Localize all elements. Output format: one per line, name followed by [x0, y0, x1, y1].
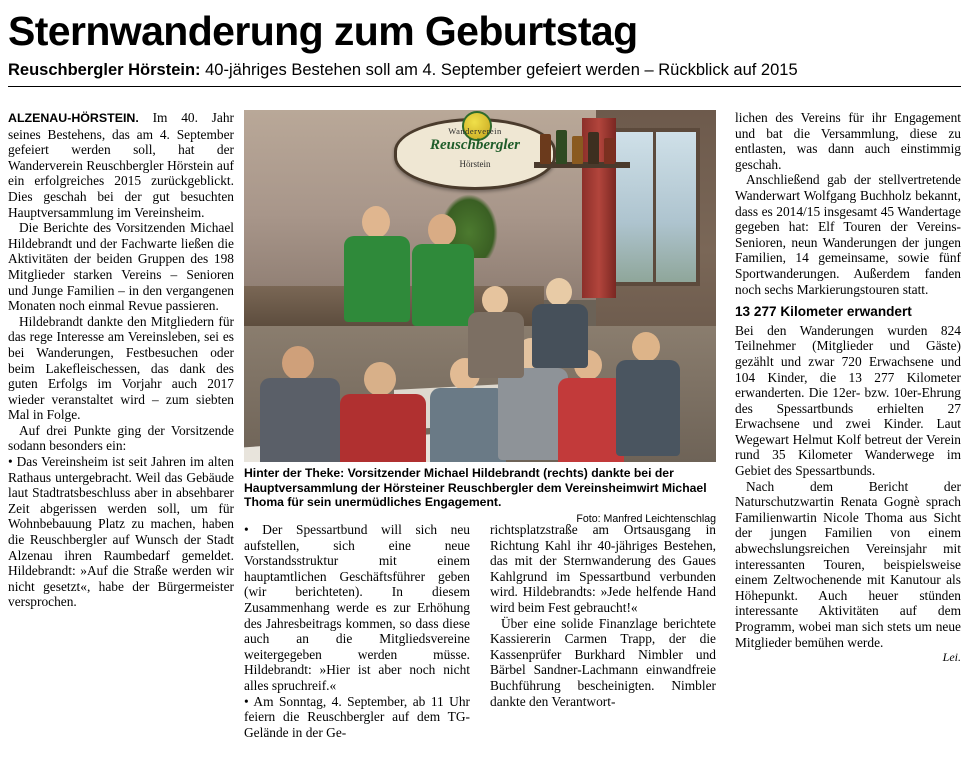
- author-signature: Lei.: [942, 650, 961, 665]
- photo-block: [244, 110, 716, 526]
- column3-para-1: richtsplatzstraße am Ortsausgang in Richtung Kahl ihr 40-jähriges Bestehen, das mit der Sternwanderung des Gaues Kahlgrund im Spessartbund verbunden wird. Hildebrandts: »Jede helfende Hand wird beim Fest gebraucht!«: [490, 522, 716, 615]
- article-photo: [244, 110, 716, 462]
- photo-credit: Foto: Manfred Leichtenschlag: [576, 512, 716, 525]
- column1-para-2: Die Berichte des Vorsitzenden Michael Hildebrandt und der Fachwarte ließen die Aktivitäten der beiden Gruppen des 198 Mitglieder starken Vereins – Senioren und Junge Familien – in den vergangenen Monaten noch einmal Revue passieren.: [8, 220, 234, 314]
- column2-para-1: • Der Spessartbund will sich neu aufstellen, sich eine neue Vorstandsstruktur mit einem hauptamtlichen Geschäftsführer geben (wir berichteten). In diesem Zusammenhang werde es zur Erhöhung des Jahresbeitrags kommen, so dass diese auch an die Mitgliedsvereine weitergegeben werden müsse. Hildebrandt: »Hier ist aber noch nicht alles spruchreif.«: [244, 522, 470, 693]
- photo-person-body: [616, 360, 680, 456]
- photo-window: [606, 128, 700, 286]
- header-divider: [8, 86, 961, 87]
- page-title: Sternwanderung zum Geburtstag: [8, 8, 638, 54]
- photo-bottle: [540, 134, 551, 164]
- subheadline: [0, 54, 969, 80]
- photo-person-body: [532, 304, 588, 368]
- sign-line-1: Wanderverein: [448, 126, 502, 136]
- photo-scene: [244, 110, 716, 462]
- column1-para-3: Hildebrandt dankte den Mitgliedern für das rege Interesse am Vereinsleben, sei es bei Wanderungen, Festbesuchen oder beim Lakefleischessen, das dank des guten Erfolgs im Vorjahr auch 2017 wieder veranstaltet wird – zum siebten Mal in Folge.: [8, 313, 234, 423]
- column1-text-1: Im 40. Jahr seines Bestehens, das am 4. September gefeiert werden soll, hat der Wanderverein Reuschbergler Hörstein auf ein erfolgreiches 2015 zurückgeblickt. Dies geschah bei der gut besuchten Hauptversammlung im Vereinsheim.: [8, 110, 234, 220]
- photo-person-head: [482, 286, 508, 314]
- photo-bottle: [588, 132, 599, 164]
- column4-para-3: Bei den Wanderungen wurden 824 Teilnehmer (Mitglieder und Gäste) gezählt und zwar 720 Erwachsene und 104 Kinder, die 13 277 Kilometer erwanderten. Die 12er- bzw. 10er-Ehrung des Spessartbunds erhielten 27 Erwachsene und zwei Kinder. Laut Wegewart Helmut Kolf betreut der Verein rund 35 Kilometer Wanderwege im Gebiet des Spessartbunds.: [735, 322, 961, 479]
- photo-caption: [244, 462, 716, 526]
- photo-person-head: [428, 214, 456, 246]
- dateline: ALZENAU-HÖRSTEIN.: [8, 111, 139, 125]
- club-sign: [394, 118, 556, 190]
- photo-person-head: [282, 346, 314, 380]
- column2-para-2: • Am Sonntag, 4. September, ab 11 Uhr feiern die Reuschbergler auf dem TG-Gelände in der Ge-: [244, 693, 470, 740]
- column1-para-1: [8, 110, 234, 220]
- column-2: [244, 522, 470, 740]
- photo-person-head: [632, 332, 660, 362]
- photo-person-head: [364, 362, 396, 396]
- photo-person-body: [340, 394, 426, 462]
- column4-para-4: Nach dem Bericht der Naturschutzwartin Renata Gognè sprach Familienwartin Nicole Thoma aus Sicht der jungen Familien von einem abwechslungsreichen Vereinsjahr mit interessanten Touren, beispielsweise einem Zeltwochenende mit Kanutour als Höhepunkt. Auch heuer stünden interessante Aktivitäten auf dem Programm, wobei man sich stets um neue Mitglieder bemühen werde.: [735, 478, 961, 650]
- column-1: [8, 110, 234, 610]
- sign-line-2: Reuschbergler: [430, 137, 520, 153]
- column4-para-2: Anschließend gab der stellvertretende Wanderwart Wolfgang Buchholz bekannt, dass es 2014/15 insgesamt 45 Wandertage gegeben hat: Elf Touren der Vereins-Senioren, neun Wanderungen der jungen Familien, 14 gemeinsame, sowie fünf Sportwanderungen. Außerdem fanden noch sechs Markierungstouren statt.: [735, 172, 961, 297]
- sign-line-3: Hörstein: [459, 159, 491, 169]
- column3-para-2: Über eine solide Finanzlage berichtete Kassiererin Carmen Trapp, der die Kassenprüfer Burkhard Nimbler und Bärbel Sandner-Lachmann einwandfreie Buchführung bescheinigten. Nimbler dankte den Verantwort-: [490, 615, 716, 709]
- photo-person-head: [546, 278, 572, 306]
- photo-person-body: [344, 236, 410, 322]
- article-columns: [8, 110, 961, 770]
- photo-person-head: [362, 206, 390, 238]
- photo-caption-text: Hinter der Theke: Vorsitzender Michael Hildebrandt (rechts) dankte bei der Hauptversammlung der Hörsteiner Reuschbergler dem Vereinsheimwirt Michael Thoma für sein unermüdliches Engagement.: [244, 466, 707, 510]
- column1-para-5: • Das Vereinsheim ist seit Jahren im alten Rathaus untergebracht. Weil das Gebäude laut Stadtratsbeschluss aber in absehbarer Zeit abgerissen werden soll, um für Wohnbebauung Platz zu machen, haben die Reuschbergler auf Wunsch der Stadt Alzenau ihren Raumbedarf gemeldet. Hildebrandt: »Auf die Straße werden wir nicht gesetzt«, habe der Bürgermeister versprochen.: [8, 454, 234, 610]
- column1-para-4: Auf drei Punkte ging der Vorsitzende sodann besonders ein:: [8, 422, 234, 454]
- photo-person-body: [468, 312, 524, 378]
- subheadline-rest: 40-jähriges Bestehen soll am 4. September gefeiert werden – Rückblick auf 2015: [200, 61, 798, 79]
- section-heading: 13 277 Kilometer erwandert: [735, 304, 912, 320]
- photo-person-body: [430, 388, 506, 462]
- photo-bottle: [572, 136, 583, 164]
- subheadline-bold: Reuschbergler Hörstein:: [8, 61, 201, 79]
- photo-person-body: [558, 378, 624, 462]
- photo-person-body: [260, 378, 340, 462]
- column-4: [735, 110, 961, 666]
- photo-person-body: [412, 244, 474, 326]
- column-3: [490, 522, 716, 709]
- photo-bottle: [556, 130, 567, 164]
- photo-bottle: [604, 138, 615, 164]
- column4-para-1: lichen des Vereins für ihr Engagement und bat die Versammlung, diese zu entlasten, was dann auch einstimmig geschah.: [735, 110, 961, 172]
